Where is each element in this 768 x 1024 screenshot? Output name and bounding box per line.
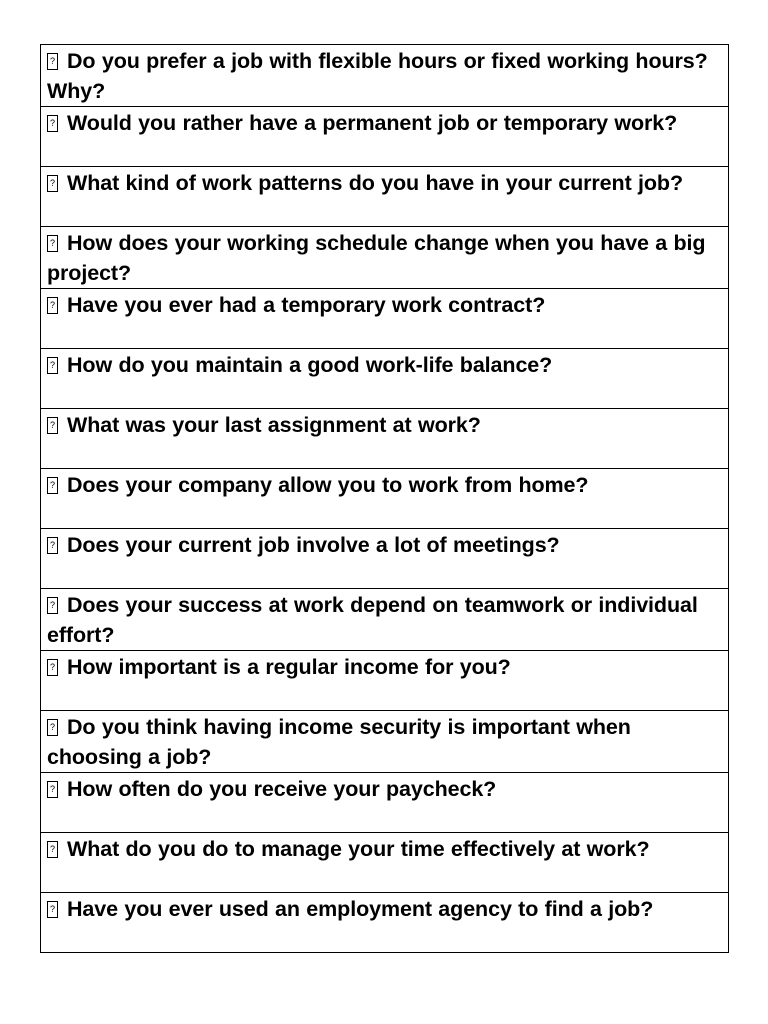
questions-table [40, 44, 729, 953]
missing-glyph-bullet-icon: ? [47, 719, 58, 736]
question-cell [41, 289, 729, 349]
question-row [41, 651, 729, 711]
question-cell [41, 167, 729, 227]
missing-glyph-bullet-icon: ? [47, 417, 58, 434]
question-row [41, 45, 729, 107]
question-row [41, 107, 729, 167]
question-text: Do you prefer a job with flexible hours or fixed working hours? Why? [47, 49, 708, 103]
question-cell [41, 227, 729, 289]
question-row [41, 893, 729, 953]
question-cell [41, 589, 729, 651]
question-row [41, 289, 729, 349]
question-cell [41, 833, 729, 893]
question-text: How important is a regular income for you? [67, 655, 511, 679]
question-cell [41, 773, 729, 833]
missing-glyph-bullet-icon: ? [47, 901, 58, 918]
question-text: Does your success at work depend on teamwork or individual effort? [47, 593, 698, 647]
missing-glyph-bullet-icon: ? [47, 537, 58, 554]
missing-glyph-bullet-icon: ? [47, 357, 58, 374]
question-cell [41, 409, 729, 469]
question-text: Have you ever had a temporary work contract? [67, 293, 546, 317]
question-row [41, 773, 729, 833]
missing-glyph-bullet-icon: ? [47, 175, 58, 192]
missing-glyph-bullet-icon: ? [47, 115, 58, 132]
question-row [41, 833, 729, 893]
missing-glyph-bullet-icon: ? [47, 841, 58, 858]
question-cell [41, 469, 729, 529]
question-cell [41, 529, 729, 589]
question-text: Does your current job involve a lot of meetings? [67, 533, 560, 557]
question-text: What kind of work patterns do you have in your current job? [67, 171, 683, 195]
missing-glyph-bullet-icon: ? [47, 781, 58, 798]
question-cell [41, 711, 729, 773]
question-cell [41, 107, 729, 167]
missing-glyph-bullet-icon: ? [47, 297, 58, 314]
missing-glyph-bullet-icon: ? [47, 53, 58, 70]
question-text: How often do you receive your paycheck? [67, 777, 497, 801]
question-text: How do you maintain a good work-life balance? [67, 353, 553, 377]
question-text: What do you do to manage your time effectively at work? [67, 837, 650, 861]
missing-glyph-bullet-icon: ? [47, 597, 58, 614]
question-cell [41, 349, 729, 409]
question-row [41, 589, 729, 651]
question-row [41, 167, 729, 227]
question-row [41, 409, 729, 469]
question-cell [41, 893, 729, 953]
question-row [41, 227, 729, 289]
question-text: Do you think having income security is important when choosing a job? [47, 715, 631, 769]
question-cell [41, 45, 729, 107]
question-row [41, 349, 729, 409]
question-text: How does your working schedule change when you have a big project? [47, 231, 706, 285]
question-text: Does your company allow you to work from home? [67, 473, 589, 497]
question-cell [41, 651, 729, 711]
question-row [41, 711, 729, 773]
question-row [41, 529, 729, 589]
question-text: Would you rather have a permanent job or temporary work? [67, 111, 678, 135]
missing-glyph-bullet-icon: ? [47, 659, 58, 676]
question-row [41, 469, 729, 529]
missing-glyph-bullet-icon: ? [47, 235, 58, 252]
missing-glyph-bullet-icon: ? [47, 477, 58, 494]
question-text: What was your last assignment at work? [67, 413, 481, 437]
question-text: Have you ever used an employment agency to find a job? [67, 897, 654, 921]
